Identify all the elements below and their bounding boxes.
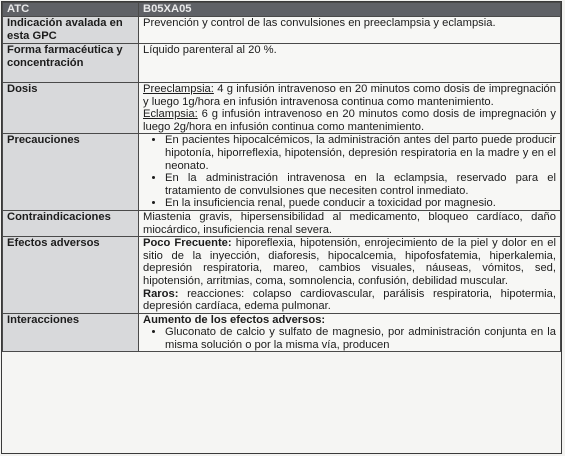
efectos-value xyxy=(139,237,561,314)
header-row xyxy=(3,3,561,17)
row-forma xyxy=(3,44,561,83)
interacciones-label: Interacciones xyxy=(3,313,139,352)
dosis-label: Dosis xyxy=(3,83,139,134)
efectos-raros xyxy=(143,288,556,313)
header-atc: ATC xyxy=(3,3,139,17)
precauciones-list xyxy=(143,134,556,210)
drug-info-table-sheet xyxy=(1,1,562,454)
row-indicacion xyxy=(3,17,561,44)
row-dosis xyxy=(3,83,561,134)
interacciones-value xyxy=(139,313,561,352)
row-efectos xyxy=(3,237,561,314)
indicacion-label: Indicación avalada en esta GPC xyxy=(3,17,139,44)
precaucion-item: • En la administración intravenosa en la eclampsia, reservado para el tratamiento de convulsiones que necesiten control inmediato. xyxy=(165,172,556,197)
interacciones-heading: Aumento de los efectos adversos: xyxy=(143,313,326,326)
drug-info-table xyxy=(2,2,561,352)
indicacion-value: Prevención y control de las convulsiones en preeclampsia y eclampsia. xyxy=(139,17,561,44)
eclampsia-text: 6 g infusión intravenoso en 20 minutos como dosis de impregnación y luego 2g/hora en infusión continua como mantenimiento. xyxy=(143,108,557,133)
precaucion-item: • En la insuficiencia renal, puede conducir a toxicidad por magnesio. xyxy=(165,197,556,210)
contraindicaciones-label: Contraindicaciones xyxy=(3,210,139,236)
forma-label: Forma farmacéutica y concentración xyxy=(3,44,139,83)
efectos-label: Efectos adversos xyxy=(3,237,139,314)
frecuente-text: hiporeflexia, hipotensión, enrojecimiento de la piel y dolor en el sitio de la inyección, diaforesis, hipocalcemia, hipofosfatemia, hiperkalemia, depresión respiratoria, mareo, cambios visuales, náuseas, vómitos, sed, hipotensión, arritmias, coma, somnolencia, confusión, debilidad muscular. xyxy=(143,237,556,287)
row-contraindicaciones xyxy=(3,210,561,236)
interacciones-list xyxy=(143,326,556,351)
dosis-value xyxy=(139,83,561,134)
row-interacciones xyxy=(3,313,561,352)
precauciones-label: Precauciones xyxy=(3,134,139,211)
frecuente-label: Poco Frecuente: xyxy=(143,237,232,250)
precauciones-value xyxy=(139,134,561,211)
row-precauciones xyxy=(3,134,561,211)
dosis-eclampsia xyxy=(143,108,556,133)
forma-value: Líquido parenteral al 20 %. xyxy=(139,44,561,83)
dosis-preeclampsia xyxy=(143,83,556,108)
precaucion-item: • En pacientes hipocalcémicos, la administración antes del parto puede producir hipotonía, hiporreflexia, hipotensión, depresión respiratoria en la madre y en el neonato. xyxy=(165,134,556,172)
efectos-frecuente xyxy=(143,237,556,287)
preeclampsia-label: Preeclampsia: xyxy=(143,83,214,95)
preeclampsia-text: 4 g infusión intravenoso en 20 minutos como dosis de impregnación y luego 1g/hora en infusión intravenosa continua como mantenimiento. xyxy=(143,83,557,108)
eclampsia-label: Eclampsia: xyxy=(143,108,198,121)
raros-text: reacciones: colapso cardiovascular, parálisis respiratoria, hipotermia, depresión cardíaca, edema pulmonar. xyxy=(143,287,556,313)
interaccion-item: • Gluconato de calcio y sulfato de magnesio, por administración conjunta en la misma solución o por la misma vía, producen xyxy=(165,326,556,351)
header-code: B05XA05 xyxy=(139,3,561,17)
raros-label: Raros: xyxy=(143,287,179,300)
contraindicaciones-value: Miastenia gravis, hipersensibilidad al medicamento, bloqueo cardíaco, daño miocárdico, insuficiencia renal severa. xyxy=(139,210,561,236)
